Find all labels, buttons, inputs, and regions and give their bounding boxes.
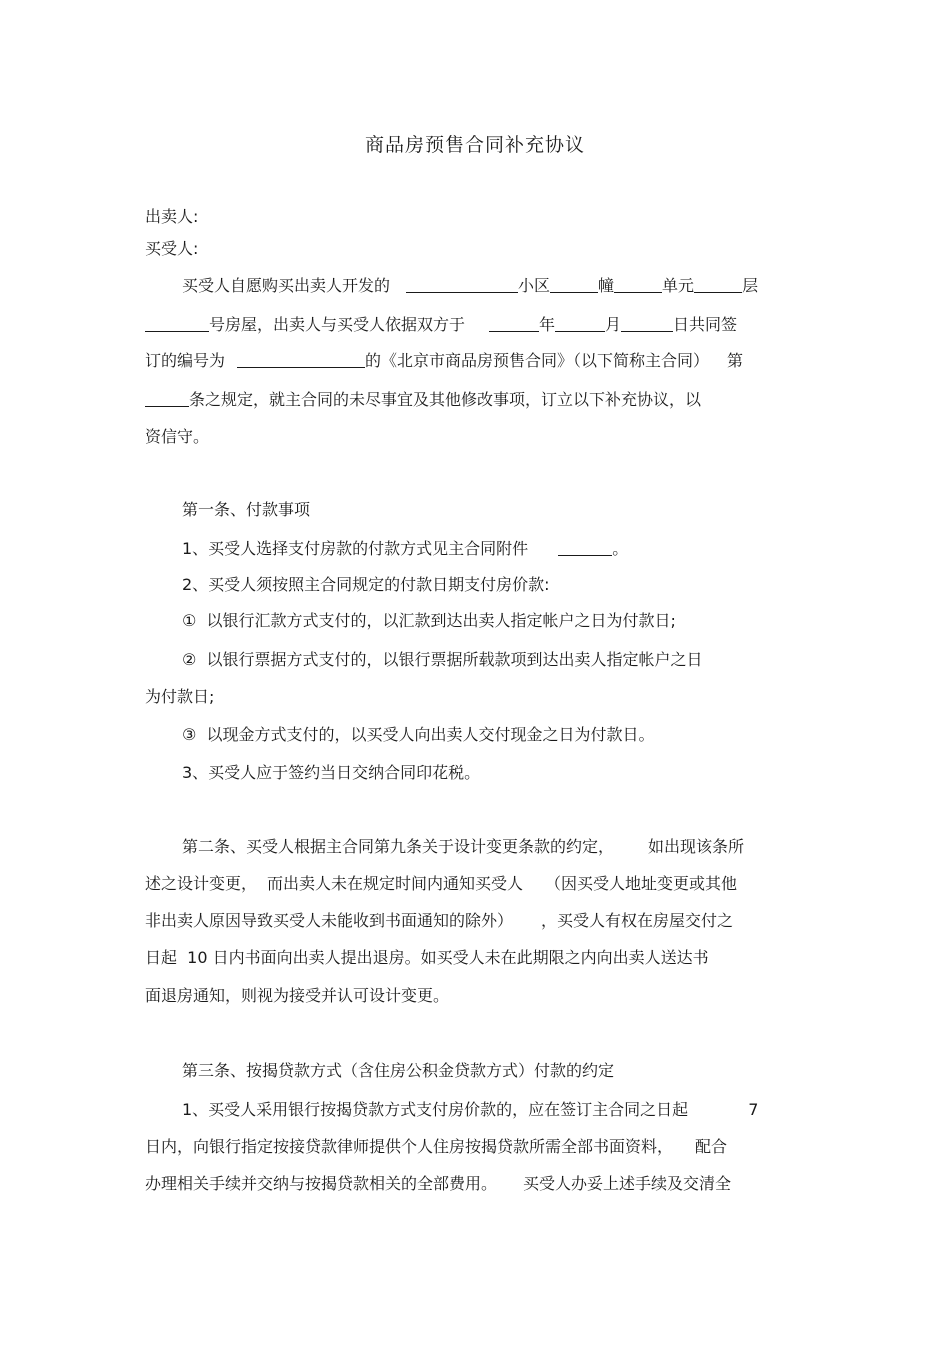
floor-blank [694, 276, 742, 293]
article-3-line-2 [145, 1136, 727, 1158]
article-1-text: 1、买受人选择支付房款的付款方式见主合同附件 [182, 539, 529, 558]
intro-line-3 [145, 350, 743, 372]
article-1-case-2-cont: 为付款日; [145, 687, 215, 706]
intro-text: 日共同签 [673, 315, 738, 334]
intro-text: 的《北京市商品房预售合同》（以下简称主合同） [365, 351, 710, 370]
article-3-text: 1、买受人采用银行按揭贷款方式支付房价款的，应在签订主合同之日起 [182, 1100, 689, 1119]
month-blank [555, 315, 605, 332]
article-1-case-2: ② 以银行票据方式支付的，以银行票据所载款项到达出卖人指定帐户之日 [182, 650, 703, 669]
building-blank [550, 276, 598, 293]
intro-text: 小区 [518, 276, 551, 295]
article-1-item-2: 2、买受人须按照主合同规定的付款日期支付房价款: [182, 575, 550, 594]
intro-text: 年 [539, 315, 556, 334]
room-blank [145, 315, 209, 332]
article-3-line-1 [182, 1099, 758, 1121]
article-1-case-3: ③ 以现金方式支付的，以买受人向出卖人交付现金之日为付款日。 [182, 725, 655, 744]
article-2-text: 述之设计变更， [145, 874, 258, 893]
community-blank [406, 276, 518, 293]
article-2-line-1 [182, 836, 744, 858]
buyer-label: 买受人: [145, 239, 199, 258]
intro-text: 买受人自愿购买出卖人开发的 [182, 276, 391, 295]
article-2-text: 如出现该条所 [648, 837, 745, 856]
intro-text: 第 [727, 351, 744, 370]
intro-text: 条之规定，就主合同的未尽事宜及其他修改事项，订立以下补充协议，以 [189, 390, 702, 409]
day-blank [621, 315, 673, 332]
article-2-line-2 [145, 873, 737, 895]
article-2-text: （因买受人地址变更或其他 [545, 874, 738, 893]
article-1-item-1 [182, 538, 628, 560]
article-1-heading: 第一条、付款事项 [182, 500, 311, 519]
intro-text: 号房屋，出卖人与买受人依据双方于 [209, 315, 466, 334]
intro-line-2 [145, 314, 737, 336]
article-2-text: 非出卖人原因导致买受人未能收到书面通知的除外） [145, 911, 514, 930]
article-3-text: 买受人办妥上述手续及交清全 [523, 1174, 732, 1193]
article-2-text: ，买受人有权在房屋交付之 [541, 911, 734, 930]
intro-line-4 [145, 389, 701, 411]
intro-text: 层 [742, 276, 759, 295]
article-1-item-3: 3、买受人应于签约当日交纳合同印花税。 [182, 763, 481, 782]
article-2-line-5: 面退房通知，则视为接受并认可设计变更。 [145, 986, 450, 1005]
article-3-line-3 [145, 1173, 731, 1195]
intro-line-5: 资信守。 [145, 427, 210, 446]
intro-text: 订的编号为 [145, 351, 226, 370]
intro-line-1 [182, 275, 758, 297]
intro-text: 月 [605, 315, 622, 334]
article-1-case-1: ① 以银行汇款方式支付的，以汇款到达出卖人指定帐户之日为付款日; [182, 611, 676, 630]
article-2-line-4: 日起 10 日内书面向出卖人提出退房。如买受人未在此期限之内向出卖人送达书 [145, 948, 709, 967]
article-3-heading: 第三条、按揭贷款方式（含住房公积金贷款方式）付款的约定 [182, 1061, 615, 1080]
article-1-text: 。 [612, 539, 629, 558]
article-2-text: 而出卖人未在规定时间内通知买受人 [267, 874, 524, 893]
unit-blank [614, 276, 662, 293]
contract-number-blank [237, 351, 365, 368]
article-2-line-3 [145, 910, 733, 932]
year-blank [489, 315, 539, 332]
payment-annex-blank [558, 539, 612, 556]
intro-text: 单元 [662, 276, 695, 295]
article-3-text: 办理相关手续并交纳与按揭贷款相关的全部费用。 [145, 1174, 498, 1193]
article-2-text: 第二条、买受人根据主合同第九条关于设计变更条款的约定， [182, 837, 615, 856]
article-3-text: 配合 [695, 1137, 728, 1156]
article-3-text: 日内，向银行指定按接贷款律师提供个人住房按揭贷款所需全部书面资料， [145, 1137, 674, 1156]
article-3-text: 7 [748, 1100, 759, 1119]
article-number-blank [145, 390, 189, 407]
document-title: 商品房预售合同补充协议 [364, 134, 585, 156]
seller-label: 出卖人: [145, 207, 199, 226]
intro-text: 幢 [598, 276, 615, 295]
